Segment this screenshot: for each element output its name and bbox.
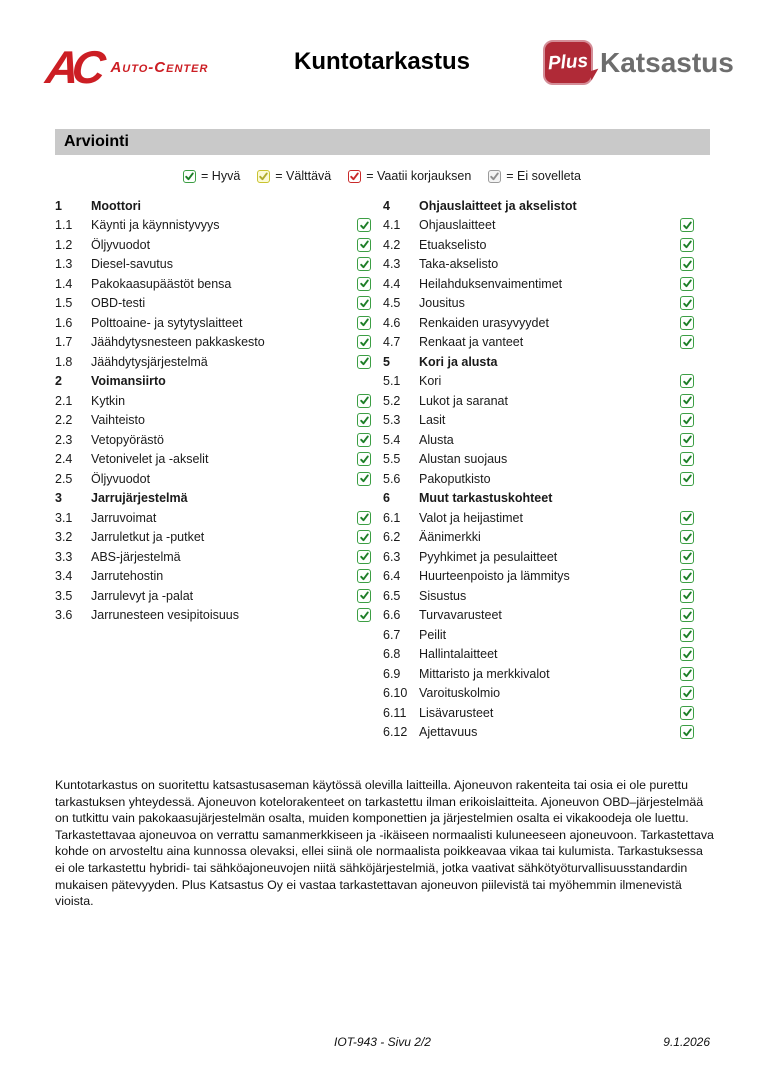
item-row — [55, 547, 373, 567]
item-row — [383, 645, 696, 665]
item-label: Äänimerkki — [419, 530, 481, 545]
plus-badge-icon — [543, 40, 593, 85]
item-number: 2.3 — [55, 432, 73, 447]
item-row — [55, 333, 373, 353]
item-row — [383, 567, 696, 587]
item-label: Renkaat ja vanteet — [419, 335, 524, 350]
item-row — [383, 547, 696, 567]
item-number: 6.9 — [383, 666, 401, 681]
checkbox-good-icon — [357, 452, 371, 466]
item-row — [383, 411, 696, 431]
item-row — [383, 333, 696, 353]
item-label: Jousitus — [419, 296, 465, 311]
auto-center-logo-text: Auto-Center — [110, 58, 209, 76]
auto-center-logo-mark-icon: AC — [43, 41, 102, 93]
checkbox-good-icon — [357, 277, 371, 291]
item-number: 6.5 — [383, 588, 401, 603]
item-label: Pyyhkimet ja pesulaitteet — [419, 549, 558, 564]
item-number: 4.2 — [383, 237, 401, 252]
checkbox-good-icon — [680, 511, 694, 525]
item-number: 2.5 — [55, 471, 73, 486]
section-row — [55, 372, 373, 392]
checkbox-good-icon — [357, 472, 371, 486]
section-row — [383, 489, 696, 509]
item-label: Vetonivelet ja -akselit — [91, 452, 209, 467]
checkbox-good-icon — [680, 472, 694, 486]
legend-label: = Välttävä — [275, 169, 332, 183]
item-label: Alustan suojaus — [419, 452, 508, 467]
item-number: 6.12 — [383, 725, 408, 740]
item-number: 3 — [55, 491, 62, 506]
item-label: Kytkin — [91, 393, 126, 408]
item-label: Mittaristo ja merkkivalot — [419, 666, 550, 681]
item-label: Renkaiden urasyvyydet — [419, 315, 549, 330]
item-label: Jarrulevyt ja -palat — [91, 588, 194, 603]
section-row — [55, 489, 373, 509]
item-number: 1.3 — [55, 257, 73, 272]
checkbox-fair-icon — [257, 170, 270, 183]
item-label: Käynti ja käynnistyvyys — [91, 218, 220, 233]
item-number: 6.10 — [383, 686, 408, 701]
checkbox-good-icon — [357, 589, 371, 603]
checkbox-good-icon — [680, 238, 694, 252]
item-number: 2.1 — [55, 393, 73, 408]
item-number: 6.1 — [383, 510, 401, 525]
item-label: Diesel-savutus — [91, 257, 173, 272]
legend-item-repair — [348, 169, 471, 183]
checkbox-good-icon — [680, 725, 694, 739]
item-label: Etuakselisto — [419, 237, 487, 252]
item-label: Öljyvuodot — [91, 237, 151, 252]
item-number: 5.6 — [383, 471, 401, 486]
item-label: Heilahduksenvaimentimet — [419, 276, 563, 291]
checkbox-good-icon — [680, 550, 694, 564]
checkbox-good-icon — [680, 589, 694, 603]
item-number: 3.2 — [55, 530, 73, 545]
checkbox-good-icon — [680, 452, 694, 466]
footer-page-number: IOT-943 - Sivu 2/2 — [334, 1035, 431, 1049]
item-row — [55, 508, 373, 528]
item-number: 1.7 — [55, 335, 73, 350]
item-row — [55, 313, 373, 333]
checkbox-good-icon — [680, 335, 694, 349]
section-header-arviointi — [55, 129, 710, 155]
checkbox-good-icon — [680, 218, 694, 232]
item-number: 2.4 — [55, 452, 73, 467]
checkbox-good-icon — [357, 218, 371, 232]
item-label: Huurteenpoisto ja lämmitys — [419, 569, 570, 584]
checkbox-good-icon — [680, 316, 694, 330]
checkbox-good-icon — [680, 530, 694, 544]
katsastus-logo-text: Katsastus — [600, 46, 734, 78]
checkbox-good-icon — [357, 608, 371, 622]
item-row — [383, 528, 696, 548]
checkbox-good-icon — [680, 706, 694, 720]
checkbox-good-icon — [357, 433, 371, 447]
item-label: Taka-akselisto — [419, 257, 499, 272]
item-row — [383, 508, 696, 528]
checkbox-good-icon — [680, 296, 694, 310]
item-row — [383, 586, 696, 606]
item-number: 4.4 — [383, 276, 401, 291]
item-number: 1.4 — [55, 276, 73, 291]
item-label: Kori — [419, 374, 442, 389]
section-header-label: Arviointi — [64, 133, 129, 150]
item-label: Jarrutehostin — [91, 569, 164, 584]
item-label: Jarrunesteen vesipitoisuus — [91, 608, 239, 623]
checkbox-good-icon — [183, 170, 196, 183]
item-label: Lisävarusteet — [419, 705, 494, 720]
item-number: 2.2 — [55, 413, 73, 428]
legend-label: = Ei sovelleta — [506, 169, 581, 183]
item-row — [55, 450, 373, 470]
item-label: ABS-järjestelmä — [91, 549, 181, 564]
section-title: Moottori — [91, 198, 141, 213]
inspection-checklist — [55, 196, 710, 742]
checkbox-good-icon — [680, 647, 694, 661]
item-number: 3.4 — [55, 569, 73, 584]
legend-label: = Vaatii korjauksen — [366, 169, 472, 183]
item-number: 1.1 — [55, 218, 73, 233]
checkbox-good-icon — [680, 413, 694, 427]
item-label: Vetopyörästö — [91, 432, 164, 447]
legend-label: = Hyvä — [201, 169, 241, 183]
item-number: 3.5 — [55, 588, 73, 603]
item-number: 3.3 — [55, 549, 73, 564]
section-title: Kori ja alusta — [419, 354, 498, 369]
checkbox-good-icon — [357, 257, 371, 271]
item-label: Varoituskolmio — [419, 686, 501, 701]
item-number: 4.5 — [383, 296, 401, 311]
section-row — [383, 352, 696, 372]
checkbox-good-icon — [357, 394, 371, 408]
checkbox-good-icon — [680, 667, 694, 681]
item-row — [383, 606, 696, 626]
item-label: Vaihteisto — [91, 413, 145, 428]
item-number: 6.4 — [383, 569, 401, 584]
item-label: Pakokaasupäästöt bensa — [91, 276, 232, 291]
item-label: Ohjauslaitteet — [419, 218, 496, 233]
item-number: 2 — [55, 374, 62, 389]
checkbox-good-icon — [357, 569, 371, 583]
checkbox-good-icon — [357, 238, 371, 252]
item-label: Jarruletkut ja -putket — [91, 530, 205, 545]
item-row — [383, 294, 696, 314]
checkbox-repair-icon — [348, 170, 361, 183]
item-number: 5 — [383, 354, 390, 369]
item-row — [55, 606, 373, 626]
item-row — [55, 567, 373, 587]
item-number: 1.6 — [55, 315, 73, 330]
section-title: Voimansiirto — [91, 374, 166, 389]
item-label: Öljyvuodot — [91, 471, 151, 486]
item-row — [55, 255, 373, 275]
legend-item-good — [183, 169, 240, 183]
section-title: Muut tarkastuskohteet — [419, 491, 553, 506]
item-label: Jäähdytysjärjestelmä — [91, 354, 208, 369]
disclaimer-text: Kuntotarkastus on suoritettu katsastusaseman käytössä olevilla laitteilla. Ajoneuvon rakenteita tai osia ei ole purettu tarkastuksen yhteydessä. Ajoneuvon kotelorakenteet on tarkastettu ilman erikoislaitteita. Ajoneuvon OBD–järjestelmää on tutkittu vain pakokaasujärjestelmän osalta, muiden komponettien ja järjestelmien osalta ei vikakoodeja ole luettu. Tarkastettavaa ajoneuvoa on verrattu samanmerkkiseen ja -ikäiseen normaalisti kuluneeseen ajoneuvoon. Tarkastettava kohde on arvosteltu aina kunnossa olevaksi, ellei siinä ole normaalista poikkeavaa vikaa tai kulumista. Tarkastuksessa ei ole tarkastettu hybridi- tai sähköajoneuvojen niitä sähköjärjestelmiä, jotka vaativat sähkötyöturvallisuusstandardin mukaisen pätevyyden. Plus Katsastus Oy ei vastaa tarkastettavan ajoneuvon piilevistä tai myöhemmin ilmenevistä vioista. — [55, 778, 714, 909]
item-row — [55, 294, 373, 314]
item-label: Lasit — [419, 413, 446, 428]
checkbox-good-icon — [357, 316, 371, 330]
item-row — [383, 723, 696, 743]
item-label: Valot ja heijastimet — [419, 510, 523, 525]
item-number: 4.3 — [383, 257, 401, 272]
item-number: 5.4 — [383, 432, 401, 447]
section-row — [383, 196, 696, 216]
item-number: 1.2 — [55, 237, 73, 252]
item-row — [383, 450, 696, 470]
item-row — [383, 625, 696, 645]
item-label: Pakoputkisto — [419, 471, 491, 486]
item-row — [55, 469, 373, 489]
item-row — [383, 391, 696, 411]
legend-item-fair — [257, 169, 331, 183]
item-row — [383, 372, 696, 392]
item-number: 6.6 — [383, 608, 401, 623]
checkbox-na-icon — [488, 170, 501, 183]
checkbox-good-icon — [357, 530, 371, 544]
plus-katsastus-logo — [543, 40, 734, 85]
item-number: 6.3 — [383, 549, 401, 564]
legend-item-na — [488, 169, 581, 183]
item-row — [383, 703, 696, 723]
item-row — [55, 391, 373, 411]
item-number: 6.8 — [383, 647, 401, 662]
item-row — [55, 235, 373, 255]
item-label: Ajettavuus — [419, 725, 478, 740]
item-row — [383, 216, 696, 236]
section-title: Jarrujärjestelmä — [91, 491, 188, 506]
checkbox-good-icon — [357, 355, 371, 369]
item-number: 6.2 — [383, 530, 401, 545]
section-title: Ohjauslaitteet ja akselistot — [419, 198, 577, 213]
item-number: 3.6 — [55, 608, 73, 623]
checkbox-good-icon — [680, 394, 694, 408]
checkbox-good-icon — [680, 257, 694, 271]
item-label: Alusta — [419, 432, 454, 447]
item-row — [383, 313, 696, 333]
item-label: Turvavarusteet — [419, 608, 502, 623]
checkbox-good-icon — [357, 550, 371, 564]
item-label: Sisustus — [419, 588, 467, 603]
item-row — [55, 528, 373, 548]
item-number: 4.1 — [383, 218, 401, 233]
checkbox-good-icon — [680, 686, 694, 700]
footer-date: 9.1.2026 — [663, 1035, 710, 1049]
checkbox-good-icon — [680, 628, 694, 642]
checklist-column-right — [383, 196, 696, 742]
item-row — [55, 411, 373, 431]
item-number: 5.1 — [383, 374, 401, 389]
item-label: Lukot ja saranat — [419, 393, 508, 408]
checkbox-good-icon — [357, 335, 371, 349]
checkbox-good-icon — [357, 413, 371, 427]
item-number: 4.6 — [383, 315, 401, 330]
item-label: Jarruvoimat — [91, 510, 157, 525]
item-row — [55, 216, 373, 236]
item-label: OBD-testi — [91, 296, 146, 311]
item-number: 3.1 — [55, 510, 73, 525]
checkbox-good-icon — [680, 608, 694, 622]
item-label: Hallintalaitteet — [419, 647, 498, 662]
plus-badge-text: Plus — [547, 50, 589, 74]
checklist-column-left — [55, 196, 373, 742]
item-number: 6.11 — [383, 705, 407, 720]
checkbox-good-icon — [680, 277, 694, 291]
item-number: 1 — [55, 198, 62, 213]
checkbox-good-icon — [680, 374, 694, 388]
item-number: 5.5 — [383, 452, 401, 467]
item-row — [383, 255, 696, 275]
item-row — [383, 274, 696, 294]
item-number: 5.2 — [383, 393, 401, 408]
checkbox-good-icon — [357, 511, 371, 525]
item-number: 1.8 — [55, 354, 73, 369]
item-number: 6.7 — [383, 627, 401, 642]
item-number: 6 — [383, 491, 390, 506]
item-row — [55, 430, 373, 450]
item-row — [383, 430, 696, 450]
item-label: Jäähdytysnesteen pakkaskesto — [91, 335, 265, 350]
section-row — [55, 196, 373, 216]
item-number: 4.7 — [383, 335, 401, 350]
item-row — [383, 469, 696, 489]
item-row — [55, 352, 373, 372]
item-number: 5.3 — [383, 413, 401, 428]
checkbox-good-icon — [680, 569, 694, 583]
item-label: Peilit — [419, 627, 447, 642]
item-row — [55, 274, 373, 294]
item-number: 4 — [383, 198, 390, 213]
page-title: Kuntotarkastus — [293, 48, 471, 75]
item-number: 1.5 — [55, 296, 73, 311]
item-label: Polttoaine- ja sytytyslaitteet — [91, 315, 243, 330]
item-row — [383, 664, 696, 684]
item-row — [383, 684, 696, 704]
item-row — [55, 586, 373, 606]
status-legend — [0, 169, 764, 183]
checkbox-good-icon — [357, 296, 371, 310]
checkbox-good-icon — [680, 433, 694, 447]
item-row — [383, 235, 696, 255]
